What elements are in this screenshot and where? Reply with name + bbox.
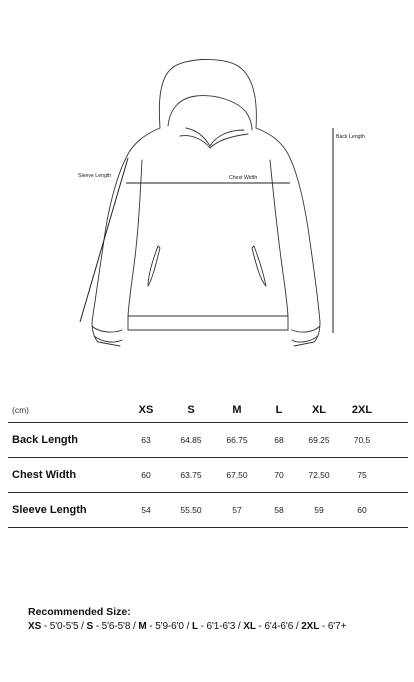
chest-width-label: Chest Width — [229, 175, 258, 181]
hood-opening — [168, 96, 252, 130]
table-cell: 55.50 — [180, 505, 202, 515]
row-label: Chest Width — [12, 469, 77, 481]
recommended-size-line — [28, 621, 408, 632]
table-cell: 57 — [232, 505, 242, 515]
sleeve-length-line — [80, 158, 128, 322]
rec-range-l: - 6'1-6'3 / — [197, 621, 244, 632]
table-cell: 60 — [141, 470, 151, 480]
rec-size-xl: XL — [243, 621, 256, 632]
rec-size-2xl: 2XL — [301, 621, 320, 632]
row-label: Sleeve Length — [12, 504, 87, 516]
table-row — [8, 493, 408, 528]
size-header-m: M — [232, 404, 242, 416]
size-header-xl: XL — [311, 404, 327, 416]
table-row — [8, 458, 408, 493]
table-cell: 63.75 — [180, 470, 202, 480]
rec-range-m: - 5'9-6'0 / — [146, 621, 192, 632]
table-cell: 66.75 — [226, 435, 248, 445]
rec-range-s: - 5'6-5'8 / — [93, 621, 139, 632]
table-row — [8, 423, 408, 458]
table-cell: 59 — [314, 505, 324, 515]
size-header-l: L — [275, 404, 283, 416]
table-cell: 54 — [141, 505, 151, 515]
row-label: Back Length — [12, 434, 79, 446]
table-cell: 70.5 — [353, 435, 371, 445]
hood-outline — [159, 59, 256, 128]
rec-size-m: M — [138, 621, 147, 632]
rec-range-xl: - 6'4-6'6 / — [255, 621, 302, 632]
table-cell: 58 — [274, 505, 284, 515]
pocket-right — [252, 246, 266, 286]
rec-size-s: S — [86, 621, 94, 632]
table-cell: 75 — [357, 470, 367, 480]
table-cell: 68 — [274, 435, 284, 445]
back-length-label: Back Length — [336, 134, 365, 140]
table-cell: 67.50 — [226, 470, 248, 480]
table-cell: 60 — [357, 505, 367, 515]
table-cell: 69.25 — [308, 435, 330, 445]
size-header-xs: XS — [138, 404, 154, 416]
size-table — [8, 398, 408, 528]
size-table-header — [8, 398, 408, 423]
sleeve-length-label: Sleeve Length — [78, 173, 112, 179]
rec-size-l: L — [191, 621, 198, 632]
body-left — [92, 128, 160, 346]
table-cell: 70 — [274, 470, 284, 480]
table-cell: 63 — [141, 435, 151, 445]
rec-range-2xl: - 6'7+ — [319, 621, 347, 632]
rec-size-xs: XS — [28, 621, 42, 632]
unit-label: (cm) — [12, 405, 29, 415]
pocket-left — [148, 246, 160, 286]
rec-range-xs: - 5'0-5'5 / — [41, 621, 87, 632]
size-header-2xl: 2XL — [351, 404, 373, 416]
recommended-size-title: Recommended Size: — [28, 606, 131, 618]
table-cell: 64.85 — [180, 435, 202, 445]
recommended-size — [28, 606, 408, 632]
size-header-s: S — [187, 404, 195, 416]
table-cell: 72.50 — [308, 470, 330, 480]
